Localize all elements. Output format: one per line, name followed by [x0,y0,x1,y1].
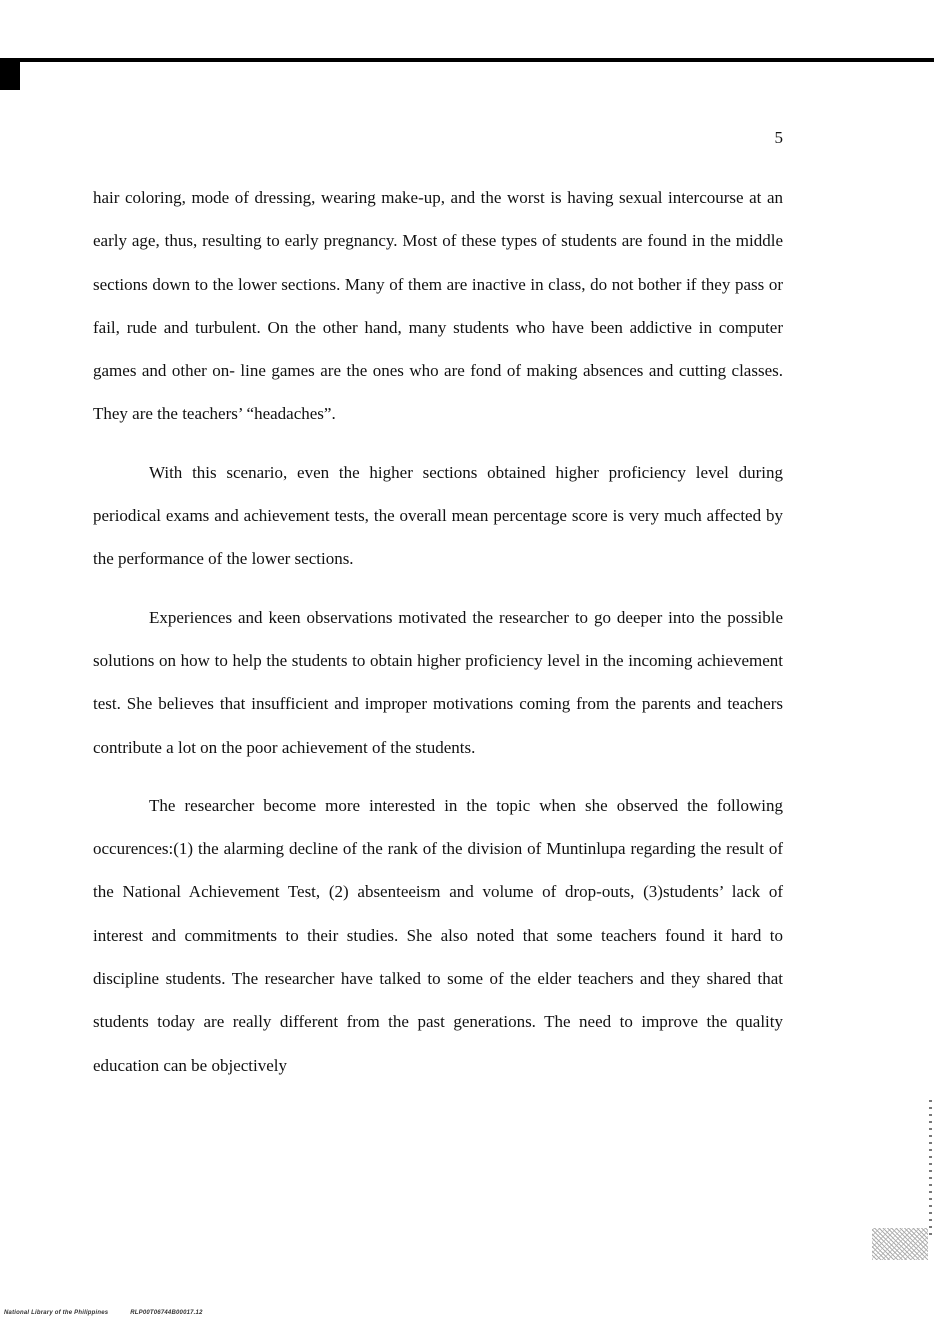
page-number: 5 [774,128,783,147]
scan-edge-noise [929,1100,932,1240]
paragraph-4: The researcher become more interested in the topic when she observed the following occurences:(1) the alarming decline of the rank of the division of Muntinlupa regarding the result of the National Achievement Test, (2) absenteeism and volume of drop-outs, (3)students’ lack of interest and commitments to their studies. She also noted that some teachers found it hard to discipline students. The researcher have talked to some of the elder teachers and they shared that students today are really different from the past generations. The need to improve the quality education can be objectively [93,795,783,1075]
scan-top-rule [0,58,934,62]
footer-code: RLP00T06744B00017.12 [130,1310,203,1316]
body-text [93,176,783,1102]
scan-corner-block [0,58,20,90]
paragraph-3: Experiences and keen observations motivated the researcher to go deeper into the possible solutions on how to help the students to obtain higher proficiency level in the incoming achievement test. She believes that insufficient and improper motivations coming from the parents and teachers contribute a lot on the poor achievement of the students. [93,607,783,757]
footer-library: National Library of the Philippines [4,1310,109,1316]
paragraph-1: hair coloring, mode of dressing, wearing make-up, and the worst is having sexual intercourse at an early age, thus, resulting to early pregnancy. Most of these types of students are found in the middle sections down to the lower sections. Many of them are inactive in class, do not bother if they pass or fail, rude and turbulent. On the other hand, many students who have been addictive in computer games and other on- line games are the ones who are fond of making absences and cutting classes. They are the teachers’ “headaches”. [93,188,783,424]
scan-speckle [872,1228,928,1260]
paragraph-2: With this scenario, even the higher sections obtained higher proficiency level during periodical exams and achievement tests, the overall mean percentage score is very much affected by the performance of the lower sections. [93,462,783,569]
footer-stamp [4,1310,203,1316]
